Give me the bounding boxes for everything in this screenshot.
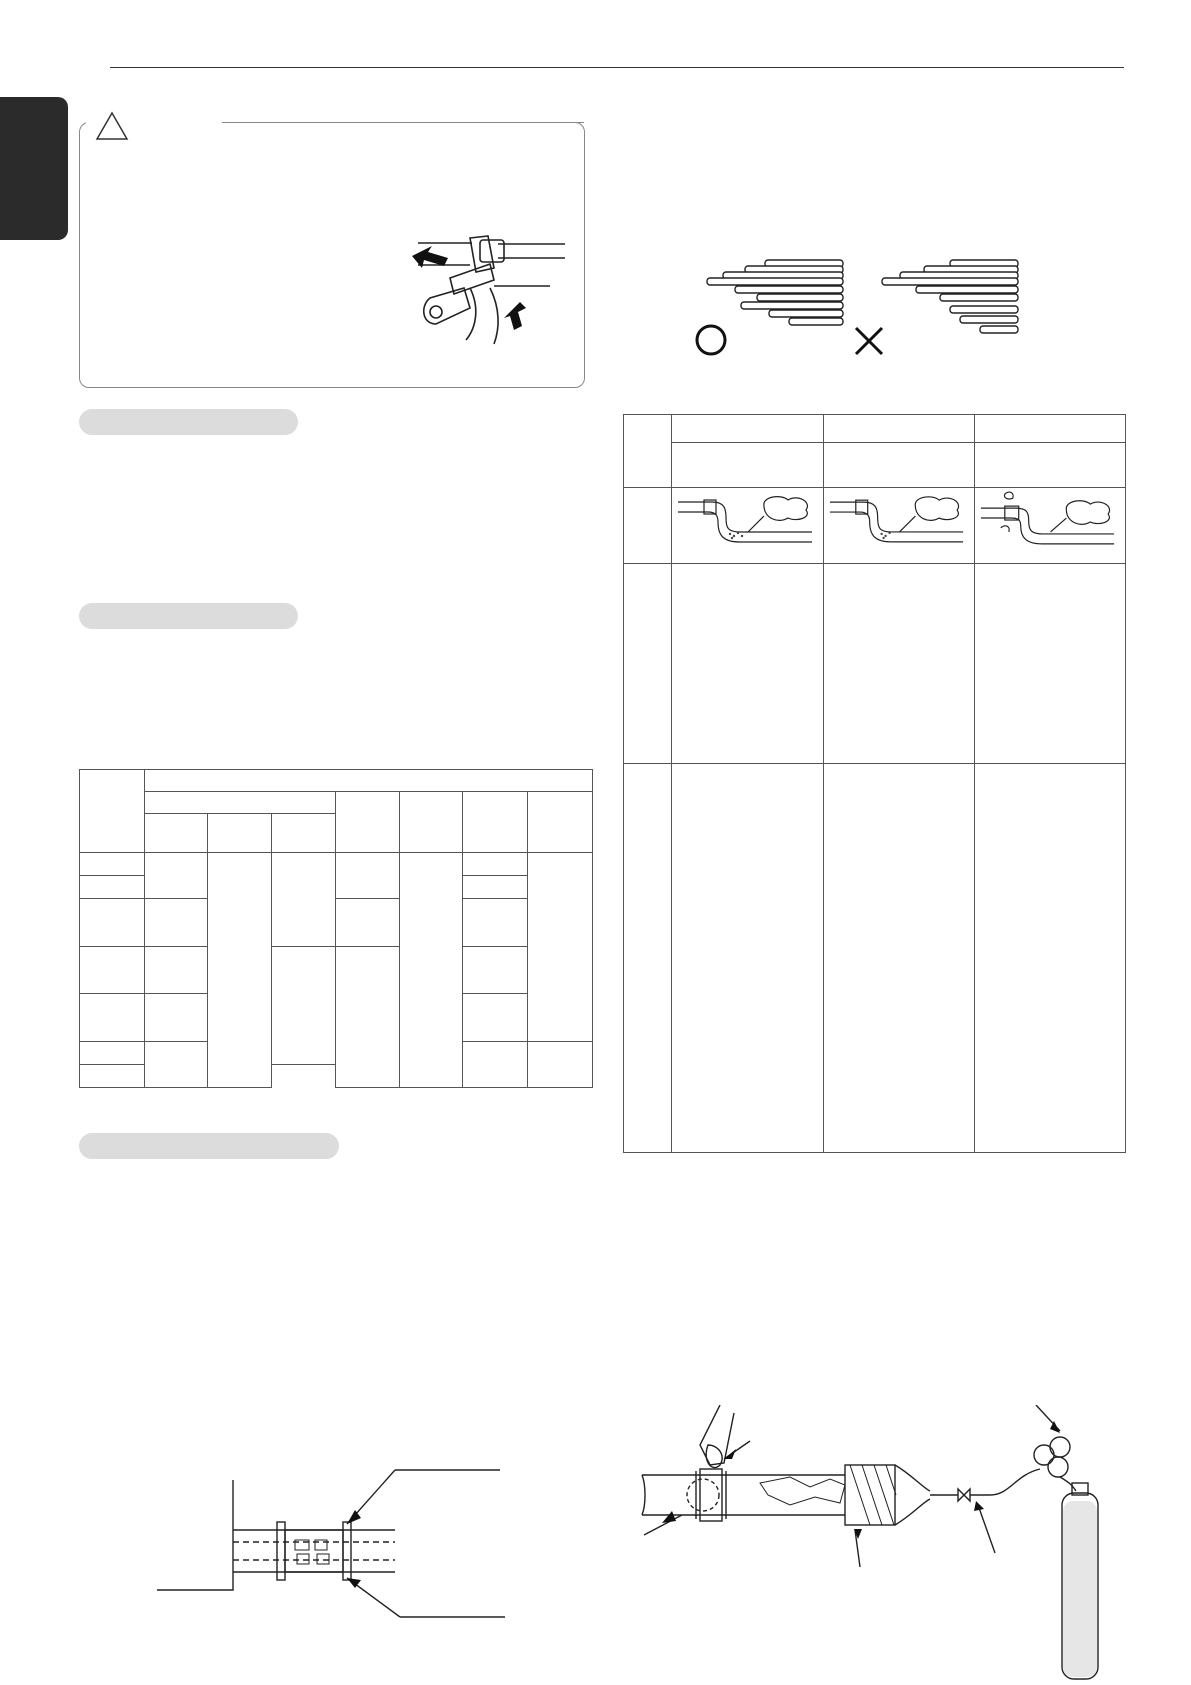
table-cell <box>672 443 824 488</box>
table-cell <box>672 564 824 764</box>
table-cell <box>528 792 593 853</box>
table-cell <box>400 792 463 853</box>
table-cell <box>80 852 145 875</box>
table-cell <box>463 1041 528 1087</box>
pipe-spec-table <box>79 769 593 1088</box>
table-cell <box>624 564 672 764</box>
warning-triangle-icon <box>95 111 129 146</box>
section-heading-bar-2 <box>79 603 298 629</box>
table-cell <box>975 488 1126 564</box>
table-cell <box>80 1064 145 1087</box>
table-cell <box>336 946 400 1087</box>
table-cell <box>824 488 975 564</box>
caution-title-rule <box>222 122 584 123</box>
table-cell <box>824 564 975 764</box>
table-cell <box>975 443 1126 488</box>
table-cell <box>624 764 672 1153</box>
table-cell <box>824 415 975 443</box>
table-cell <box>145 899 208 946</box>
table-cell <box>272 852 336 946</box>
table-cell <box>624 488 672 564</box>
table-cell <box>145 994 208 1041</box>
table-cell <box>463 899 528 946</box>
table-cell <box>672 764 824 1153</box>
table-cell <box>80 994 145 1041</box>
table-cell <box>463 852 528 875</box>
table-cell <box>463 792 528 853</box>
table-cell <box>975 415 1126 443</box>
header-rule <box>110 67 1124 68</box>
table-cell <box>80 1041 145 1064</box>
table-cell <box>272 946 336 1064</box>
cross-ng-icon <box>853 325 885 362</box>
table-cell <box>80 875 145 898</box>
table-cell <box>145 852 208 898</box>
circle-ok-icon <box>694 323 728 362</box>
table-cell <box>463 875 528 898</box>
table-cell <box>145 946 208 993</box>
table-cell <box>528 852 593 1041</box>
pipe-leak-illustration <box>975 488 1126 558</box>
pipe-bundle-incorrect <box>880 258 1020 338</box>
table-cell <box>672 488 824 564</box>
table-cell <box>145 814 208 852</box>
table-cell <box>463 946 528 993</box>
table-cell <box>208 852 272 1087</box>
table-cell <box>80 770 145 853</box>
table-cell <box>208 814 272 852</box>
table-cell <box>975 764 1126 1153</box>
table-cell <box>528 1041 593 1087</box>
table-cell <box>336 899 400 946</box>
table-cell <box>80 899 145 946</box>
table-cell <box>272 814 336 852</box>
table-cell <box>672 415 824 443</box>
table-cell <box>336 852 400 898</box>
table-cell <box>624 415 672 488</box>
section-heading-bar-3 <box>79 1133 339 1159</box>
contamination-table <box>623 414 1126 1153</box>
table-cell <box>80 946 145 993</box>
table-cell <box>145 792 336 814</box>
table-cell <box>145 770 593 792</box>
wrench-illustration <box>410 228 570 368</box>
section-heading-bar-1 <box>79 409 298 435</box>
pipe-moisture-illustration <box>824 488 975 558</box>
pipe-dust-illustration <box>672 488 824 558</box>
table-cell <box>824 443 975 488</box>
table-cell <box>145 1041 208 1087</box>
table-cell <box>975 564 1126 764</box>
table-cell <box>824 764 975 1153</box>
pipe-bundle-correct <box>705 258 845 330</box>
table-cell <box>463 994 528 1041</box>
table-cell <box>400 852 463 1087</box>
table-cell <box>336 792 400 853</box>
section-side-tab <box>0 97 68 240</box>
nitrogen-brazing-diagram <box>640 1405 1130 1685</box>
wall-penetration-diagram <box>155 1450 515 1620</box>
